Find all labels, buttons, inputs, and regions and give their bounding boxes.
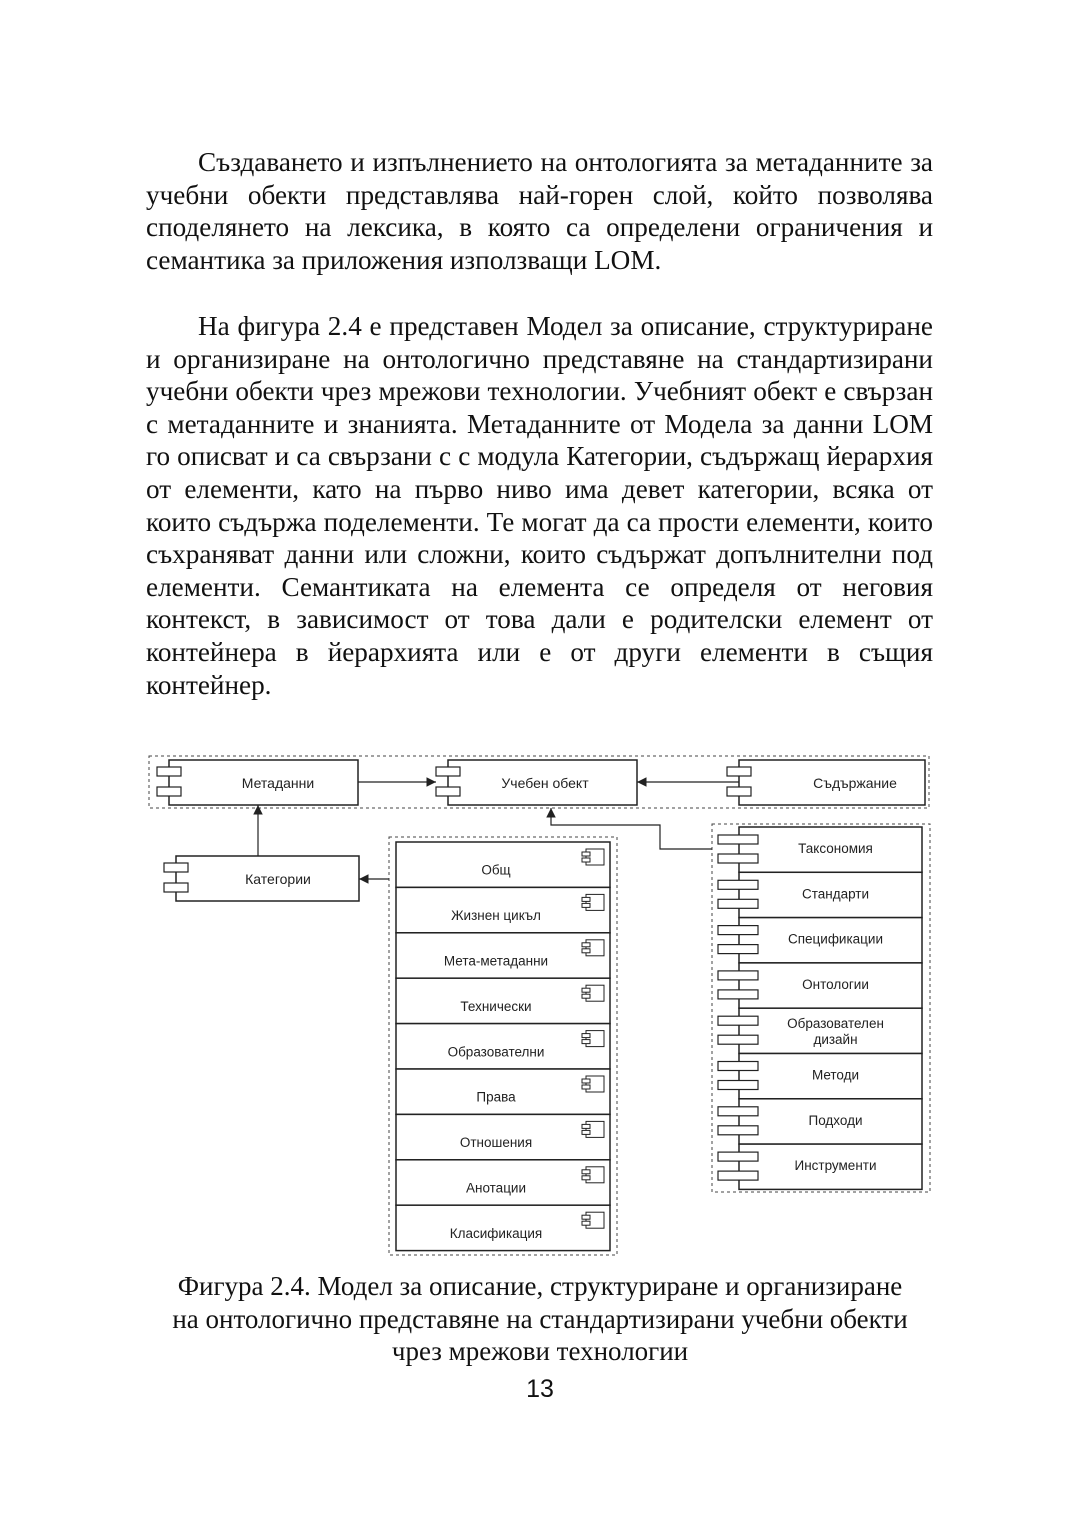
component-icon [718,1035,758,1044]
content-item [718,918,922,963]
category-item [396,1160,610,1205]
caption-line: на онтологично представяне на стандартизирани учебни обекти [172,1303,908,1334]
category-item-label: Технически [460,998,532,1014]
component-icon [718,899,758,908]
category-item [396,842,610,887]
component-icon [718,971,758,980]
category-item-label: Образователни [447,1044,545,1060]
component-icon [718,835,758,844]
component-icon [718,926,758,935]
component-icon [436,767,460,776]
component-icon [718,1171,758,1180]
category-item [396,1114,610,1159]
categories-component [164,856,359,901]
category-items-list [396,842,610,1251]
category-item [396,887,610,932]
component-icon [157,767,181,776]
content-item [718,1099,922,1144]
component-icon [436,787,460,796]
content-item-label: Инструменти [794,1158,877,1174]
category-item-label: Общ [481,862,511,878]
content-item [718,963,922,1008]
content-item-label: Стандарти [801,886,870,902]
content-item [718,1054,922,1099]
content-item-label: Образователен дизайн [787,1016,884,1048]
category-item-label: Класификация [449,1225,543,1241]
category-item-label: Права [476,1089,516,1105]
component-icon [718,1152,758,1161]
content-item-label: Подходи [808,1112,863,1128]
content-label: Съдържание [813,775,897,791]
category-item [396,1024,610,1069]
category-item-label: Отношения [459,1135,533,1151]
component-icon [718,1126,758,1135]
page-number: 13 [526,1375,554,1403]
content-component [727,760,925,805]
component-icon [718,854,758,863]
category-item [396,933,610,978]
categories-label: Категории [245,871,311,887]
component-icon [164,863,188,872]
component-icon [718,945,758,954]
component-icon [718,1062,758,1071]
caption-line: чрез мрежови технологии [391,1336,689,1367]
component-icon [727,787,751,796]
content-item [718,1144,922,1189]
component-icon [727,767,751,776]
caption-line: Фигура 2.4. Модел за описание, структуриране и организиране [177,1271,903,1301]
content-item-label: Онтологии [802,976,869,992]
category-item-label: Жизнен цикъл [451,908,541,924]
content-item-label: Таксономия [798,841,873,856]
figure-caption [120,1270,960,1368]
component-icon [718,1081,758,1090]
category-item [396,1205,610,1250]
component-icon [718,1016,758,1025]
content-item [718,827,922,872]
category-item [396,1069,610,1114]
component-icon [164,883,188,892]
component-icon [718,880,758,889]
content-items-list [718,827,922,1189]
content-item-label: Спецификации [787,931,884,947]
learning-object-label: Учебен обект [501,775,589,791]
paragraph-2: На фигура 2.4 е представен Модел за описание, структуриране и организиране на онтологично представяне на стандартизирани учебни обекти чрез мрежови технологии. Учебният обект е свързан с метаданните и знанията. Метаданните от Модела за данни LOM го описват и са свързани с с модула Категории, съдържащ йерархия от елементи, като на първо ниво има девет категории, всяка от които съдържа поделементи. Те могат да са прости елементи, които съхраняват данни или сложни, които съдържат допълнителни под елементи. Семантиката на елемента се определя от неговия контекст, в зависимост от това дали е родителски елемент от контейнера в йерархията или е от други елементи в същия контейнер. [146,311,933,700]
category-item [396,978,610,1023]
metadata-component [157,760,358,805]
category-item-label: Анотации [465,1180,527,1196]
content-item [718,872,922,917]
component-icon [157,787,181,796]
metadata-label: Метаданни [241,775,315,791]
learning-object-component [436,760,637,805]
content-item-label: Методи [811,1067,860,1083]
category-item-label: Мета-метаданни [443,953,549,969]
component-icon [718,990,758,999]
paragraph-1: Създаването и изпълнението на онтологията за метаданните за учебни обекти представлява най-горен слой, който позволява споделянето на лексика, в която са определени ограничения и семантика за приложения използващи LOM. [146,147,933,275]
content-item [718,1008,922,1053]
component-icon [718,1107,758,1116]
